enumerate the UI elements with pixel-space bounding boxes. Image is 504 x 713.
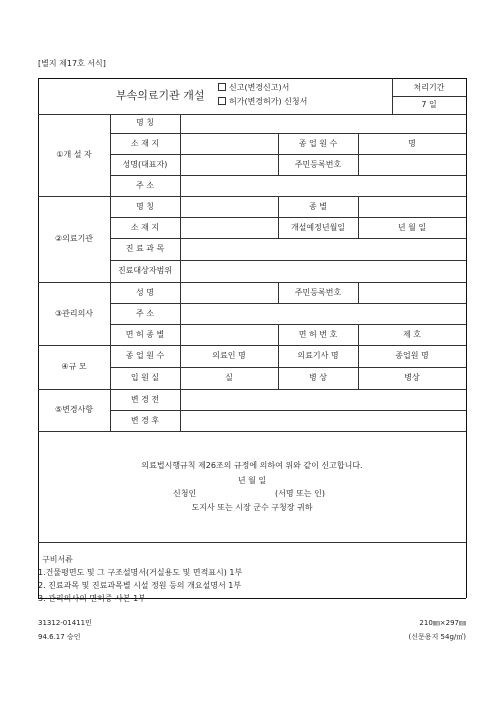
- founder-representative-label: 성명(대표자): [122, 160, 168, 169]
- scale-section-label: ④규 모: [61, 362, 87, 371]
- row-line: [110, 260, 466, 261]
- border-right: [466, 78, 467, 598]
- changes-before-label: 변 경 전: [130, 395, 160, 404]
- section-line: [38, 345, 466, 346]
- section-line: [38, 542, 466, 543]
- founder-section-label: ①개 설 자: [56, 150, 92, 159]
- scale-technicians: 의료기사 명: [297, 351, 339, 360]
- facility-type-label: 종 별: [309, 202, 327, 211]
- row-line: [110, 217, 466, 218]
- scale-rooms-unit: 실: [225, 373, 233, 382]
- founder-name-label: 명 칭: [136, 118, 154, 127]
- row-line: [110, 154, 466, 155]
- facility-target-label: 진료대상자범위: [117, 266, 173, 275]
- row-line: [110, 133, 466, 134]
- declaration-text: 의료법시행규칙 제26조의 규정에 의하여 위와 같이 신고합니다.: [141, 461, 363, 470]
- scale-beds-label: 병 상: [309, 373, 327, 382]
- recipient-label: 도지사 또는 시장 군수 구청장 귀하: [191, 503, 313, 512]
- attachment-item: 3. 관리의사의 면허증 사본 1부: [38, 594, 146, 603]
- option-report: 신고(변경신고)서: [218, 83, 289, 92]
- scale-employee-label: 종 업 원 수: [125, 351, 165, 360]
- option-permit: 허가(변경허가) 신청서: [218, 97, 307, 106]
- form-number: [별지 제17호 서식]: [38, 59, 106, 68]
- border-top: [38, 78, 466, 79]
- facility-departments-label: 진 료 과 목: [125, 244, 165, 253]
- facility-section-label: ②의료기관: [54, 234, 94, 243]
- scale-beds-unit: 병상: [404, 373, 420, 382]
- founder-employee-label: 종 업 원 수: [298, 139, 338, 148]
- section-line: [38, 389, 466, 390]
- attachment-item: 1.건물평면도 및 그 구조설명서(거실용도 및 면적표시) 1부: [38, 568, 243, 577]
- manager-resident-label: 주민등록번호: [294, 288, 342, 297]
- attachment-item: 2. 진료과목 및 진료과목별 시설 정원 등의 개요설명서 1부: [38, 581, 242, 590]
- manager-name-label: 성 명: [136, 288, 154, 297]
- paper-type: (신문용지 54g/㎡): [408, 633, 466, 641]
- founder-resident-label: 주민등록번호: [294, 160, 342, 169]
- title-bottom: [38, 114, 466, 115]
- founder-employee-unit: 명: [408, 139, 416, 148]
- row-line: [110, 367, 466, 368]
- founder-address-label: 소 재 지: [130, 139, 160, 148]
- processing-value: 7 일: [421, 100, 437, 109]
- manager-license-unit: 제 호: [403, 330, 421, 339]
- manager-license-type-label: 면 허 종 별: [125, 330, 165, 339]
- checkbox-report[interactable]: [218, 83, 226, 91]
- founder-residence-label: 주 소: [136, 181, 154, 190]
- paper-size: 210㎜×297㎜: [419, 619, 466, 627]
- section-line: [38, 431, 466, 432]
- changes-section-label: ⑤변경사항: [54, 405, 94, 414]
- form-title: 부속의료기관 개설: [116, 89, 205, 102]
- declaration-date: 년 월 일: [237, 476, 267, 485]
- scale-doctors: 의료인 명: [212, 351, 246, 360]
- row-line: [110, 175, 466, 176]
- col-line: [180, 114, 181, 431]
- row-line: [110, 303, 466, 304]
- checkbox-permit[interactable]: [218, 97, 226, 105]
- scale-staff: 종업원 명: [395, 351, 429, 360]
- section-line: [38, 282, 466, 283]
- col-line: [358, 282, 359, 303]
- row-line: [110, 324, 466, 325]
- attachments-heading: 구비서류: [42, 555, 73, 564]
- processing-label: 처리기간: [413, 83, 445, 92]
- manager-section-label: ③관리의사: [54, 309, 94, 318]
- changes-after-label: 변 경 후: [130, 416, 160, 425]
- facility-date-label: 개설예정년월일: [290, 223, 346, 232]
- signature-label: (서명 또는 인): [275, 489, 325, 498]
- manager-residence-label: 주 소: [136, 309, 154, 318]
- facility-address-label: 소 재 지: [130, 223, 160, 232]
- row-line: [110, 410, 466, 411]
- form-code: 31312-01411민: [38, 619, 92, 627]
- facility-name-label: 명 칭: [136, 202, 154, 211]
- scale-rooms-label: 입 원 실: [130, 373, 160, 382]
- manager-license-no-label: 면 허 번 호: [298, 330, 338, 339]
- facility-date-units: 년 월 일: [397, 223, 427, 232]
- row-line: [110, 238, 466, 239]
- section-line: [38, 196, 466, 197]
- approval-date: 94.6.17 승인: [38, 633, 81, 641]
- applicant-label: 신청인: [173, 489, 197, 498]
- processing-divider: [392, 96, 466, 97]
